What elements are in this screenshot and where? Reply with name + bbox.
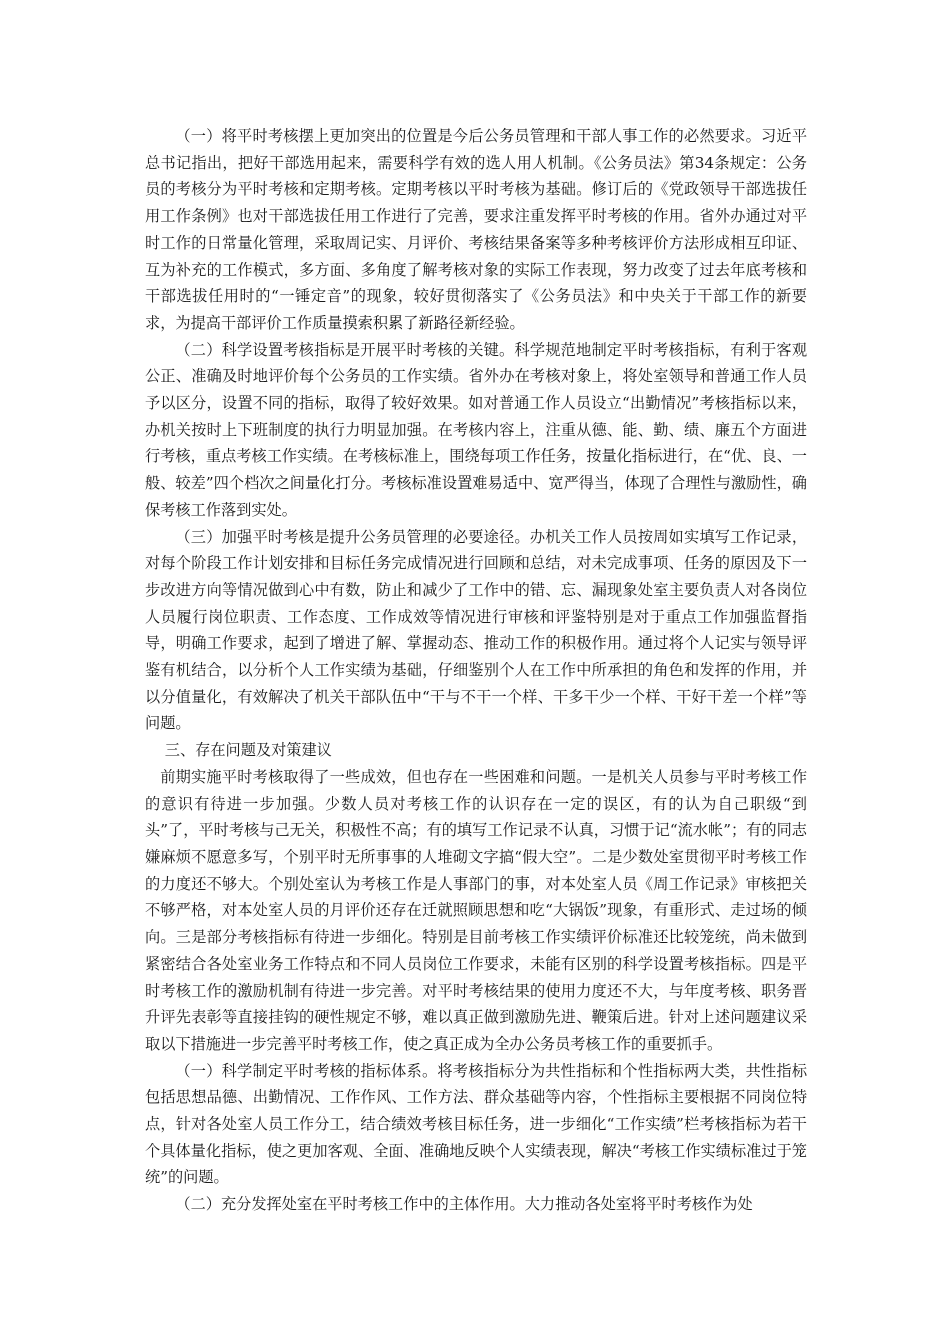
paragraph-4: 前期实施平时考核取得了一些成效，但也存在一些困难和问题。一是机关人员参与平时考核工作的意识有待进一步加强。少数人员对考核工作的认识存在一定的误区，有的认为自己职级“到头”了，平时考核与己无关，积极性不高；有的填写工作记录不认真，习惯于记“流水帐”；有的同志嫌麻烦不愿意多写，个别平时无所事事的人堆砌文字搞“假大空”。二是少数处室贯彻平时考核工作的力度还不够大。个别处室认为考核工作是人事部门的事，对本处室人员《周工作记录》审核把关不够严格，对本处室人员的月评价还存在迁就照顾思想和吃“大锅饭”现象，有重形式、走过场的倾向。三是部分考核指标有待进一步细化。特别是目前考核工作实绩评价标准还比较笼统，尚未做到紧密结合各处室业务工作特点和不同人员岗位工作要求，未能有区别的科学设置考核指标。四是平时考核工作的激励机制有待进一步完善。对平时考核结果的使用力度还不大，与年度考核、职务晋升评先表彰等直接挂钩的硬性规定不够，难以真正做到激励先进、鞭策后进。针对上述问题建议采取以下措施进一步完善平时考核工作，使之真正成为全办公务员考核工作的重要抓手。: [145, 767, 807, 1053]
paragraph-1: （一）将平时考核摆上更加突出的位置是今后公务员管理和干部人事工作的必然要求。习近平总书记指出，把好干部选用起来，需要科学有效的选人用人机制。《公务员法》第34条规定：公务员的考核分为平时考核和定期考核。定期考核以平时考核为基础。修订后的《党政领导干部选拔任用工作条例》也对干部选拔任用工作进行了完善，要求注重发挥平时考核的作用。省外办通过对平时工作的日常量化管理，采取周记实、月评价、考核结果备案等多种考核评价方法形成相互印证、互为补充的工作模式，多方面、多角度了解考核对象的实际工作表现，努力改变了过去年底考核和干部选拔任用时的“一锤定音”的现象，较好贯彻落实了《公务员法》和中央关于干部工作的新要求，为提高干部评价工作质量摸索积累了新路径新经验。: [145, 127, 807, 332]
document-body: [145, 123, 807, 1218]
paragraph-3: （三）加强平时考核是提升公务员管理的必要途径。办机关工作人员按周如实填写工作记录，对每个阶段工作计划安排和目标任务完成情况进行回顾和总结，对未完成事项、任务的原因及下一步改进方向等情况做到心中有数，防止和减少了工作中的错、忘、漏现象处室主要负责人对各岗位人员履行岗位职责、工作态度、工作成效等情况进行审核和评鉴特别是对于重点工作加强监督指导，明确工作要求，起到了增进了解、掌握动态、推动工作的积极作用。通过将个人记实与领导评鉴有机结合，以分析个人工作实绩为基础，仔细鉴别个人在工作中所承担的角色和发挥的作用，并以分值量化，有效解决了机关干部队伍中“干与不干一个样、干多干少一个样、干好干差一个样”等问题。: [145, 527, 807, 733]
section-heading-3: 三、存在问题及对策建议: [164, 741, 332, 760]
paragraph-6: （二）充分发挥处室在平时考核工作中的主体作用。大力推动各处室将平时考核作为处: [175, 1195, 753, 1214]
paragraph-2: （二）科学设置考核指标是开展平时考核的关键。科学规范地制定平时考核指标，有利于客观公正、准确及时地评价每个公务员的工作实绩。省外办在考核对象上，将处室领导和普通工作人员予以区分，设置不同的指标，取得了较好效果。如对普通工作人员设立“出勤情况”考核指标以来，办机关按时上下班制度的执行力明显加强。在考核内容上，注重从德、能、勤、绩、廉五个方面进行考核，重点考核工作实绩。在考核标准上，围绕每项工作任务，按量化指标进行，在“优、良、一般、较差”四个档次之间量化打分。考核标准设置难易适中、宽严得当，体现了合理性与激励性，确保考核工作落到实处。: [145, 340, 807, 519]
paragraph-5: （一）科学制定平时考核的指标体系。将考核指标分为共性指标和个性指标两大类，共性指标包括思想品德、出勤情况、工作作风、工作方法、群众基础等内容，个性指标主要根据不同岗位特点，针对各处室人员工作分工，结合绩效考核目标任务，进一步细化“工作实绩”栏考核指标为若干个具体量化指标，使之更加客观、全面、准确地反映个人实绩表现，解决“考核工作实绩标准过于笼统”的问题。: [145, 1061, 807, 1187]
